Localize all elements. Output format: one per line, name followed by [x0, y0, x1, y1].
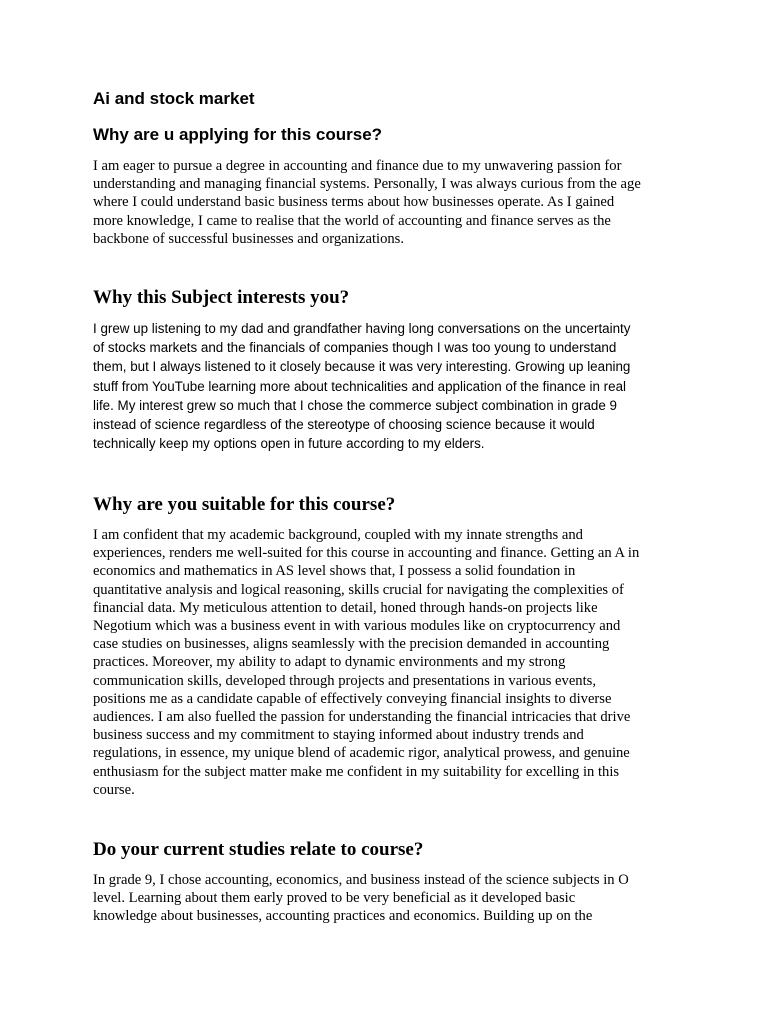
body-line: communication skills, developed through projects and presentations in various events,: [93, 672, 596, 689]
body-line: quantitative analysis and logical reasoning, skills crucial for navigating the complexities of: [93, 581, 624, 598]
body-line: knowledge about businesses, accounting practices and economics. Building up on the: [93, 908, 593, 925]
body-line: business success and my commitment to staying informed about industry trends and: [93, 727, 584, 744]
body-line: audiences. I am also fuelled the passion for understanding the financial intricacies that drive: [93, 709, 631, 726]
section-heading: Why are u applying for this course?: [93, 125, 383, 144]
section-heading: Why this Subject interests you?: [93, 287, 350, 308]
body-line: course.: [93, 781, 135, 798]
body-line: Negotium which was a business event in with various modules like on cryptocurrency and: [93, 618, 621, 635]
body-line: more knowledge, I came to realise that the world of accounting and finance serves as the: [93, 212, 611, 229]
body-line: case studies on businesses, aligns seamlessly with the precision demanded in accounting: [93, 636, 610, 653]
body-line: life. My interest grew so much that I chose the commerce subject combination in grade 9: [93, 397, 617, 413]
body-line: positions me as a candidate capable of effectively conveying financial insights to diverse: [93, 690, 612, 707]
body-line: level. Learning about them early proved to be very beneficial as it developed basic: [93, 890, 576, 907]
body-line: technically keep my options open in future according to my elders.: [93, 436, 485, 452]
body-line: financial data. My meticulous attention to detail, honed through hands-on projects like: [93, 599, 598, 616]
section-body: [93, 871, 629, 926]
body-line: stuff from YouTube learning more about technicalities and application of the finance in real: [93, 378, 626, 394]
body-line: I am eager to pursue a degree in accounting and finance due to my unwavering passion for: [93, 158, 622, 174]
body-line: In grade 9, I chose accounting, economics, and business instead of the science subjects in O: [93, 872, 629, 888]
document-title: Ai and stock market: [93, 89, 255, 108]
section-heading: Why are you suitable for this course?: [93, 494, 396, 515]
body-line: instead of science regardless of the stereotype of choosing science because it would: [93, 417, 595, 433]
body-line: regulations, in essence, my unique blend of academic rigor, analytical prowess, and genuine: [93, 745, 630, 762]
section-heading: Do your current studies relate to course?: [93, 839, 424, 860]
body-line: I am confident that my academic background, coupled with my innate strengths and: [93, 527, 583, 543]
section-body: [93, 157, 641, 248]
body-line: them, but I always listened to it closely because it was very interesting. Growing up leaning: [93, 359, 631, 375]
body-line: enthusiasm for the subject matter make me confident in my suitability for excelling in this: [93, 763, 620, 780]
body-line: I grew up listening to my dad and grandfather having long conversations on the uncertainty: [93, 321, 631, 336]
body-line: of stocks markets and the financials of companies though I was too young to understand: [93, 340, 617, 356]
body-line: backbone of successful businesses and organizations.: [93, 230, 404, 247]
section-body: [93, 526, 639, 799]
body-line: understanding and managing financial systems. Personally, I was always curious from the age: [93, 176, 641, 193]
body-line: where I could understand basic business terms about how businesses operate. As I gained: [93, 194, 615, 211]
body-line: practices. Moreover, my ability to adapt to dynamic environments and my strong: [93, 654, 566, 671]
section-body: [93, 319, 630, 453]
body-line: economics and mathematics in AS level shows that, I possess a solid foundation in: [93, 563, 576, 580]
body-line: experiences, renders me well-suited for this course in accounting and finance. Getting an A in: [93, 545, 640, 562]
